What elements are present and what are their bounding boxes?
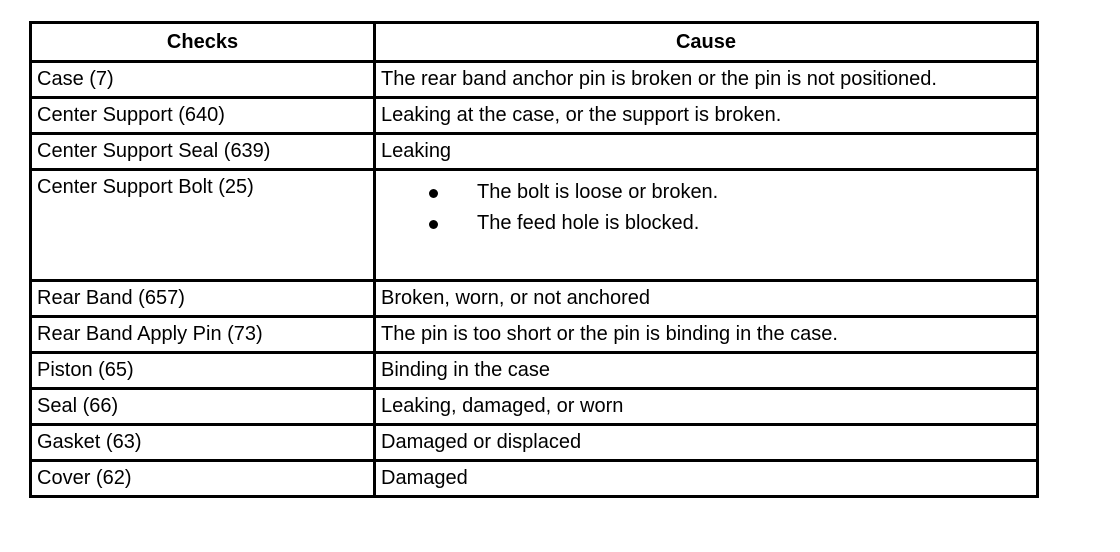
cause-cell: Leaking at the case, or the support is broken. [375, 98, 1038, 134]
cause-bullet-list [381, 177, 1031, 239]
cause-cell: Broken, worn, or not anchored [375, 281, 1038, 317]
cause-cell: Leaking [375, 134, 1038, 170]
cause-bullet-item: The feed hole is blocked. [477, 208, 1031, 239]
table-row [31, 461, 1038, 497]
header-cause: Cause [375, 23, 1038, 62]
table-row [31, 134, 1038, 170]
cause-cell: Damaged or displaced [375, 425, 1038, 461]
cause-bullet-item: The bolt is loose or broken. [477, 177, 1031, 208]
cause-cell: The pin is too short or the pin is binding in the case. [375, 317, 1038, 353]
check-cell: Rear Band Apply Pin (73) [31, 317, 375, 353]
table-row [31, 62, 1038, 98]
table-row [31, 425, 1038, 461]
cause-cell: The rear band anchor pin is broken or the pin is not positioned. [375, 62, 1038, 98]
table-row [31, 170, 1038, 281]
table-row [31, 281, 1038, 317]
table-header-row [31, 23, 1038, 62]
check-cell: Center Support Seal (639) [31, 134, 375, 170]
check-cell: Cover (62) [31, 461, 375, 497]
table-row [31, 353, 1038, 389]
cause-cell: Damaged [375, 461, 1038, 497]
check-cell: Center Support Bolt (25) [31, 170, 375, 281]
table-row [31, 317, 1038, 353]
cause-cell: Leaking, damaged, or worn [375, 389, 1038, 425]
check-cell: Case (7) [31, 62, 375, 98]
cause-cell: Binding in the case [375, 353, 1038, 389]
check-cell: Rear Band (657) [31, 281, 375, 317]
cause-cell [375, 170, 1038, 281]
header-checks: Checks [31, 23, 375, 62]
table-row [31, 389, 1038, 425]
table-row [31, 98, 1038, 134]
check-cell: Seal (66) [31, 389, 375, 425]
check-cell: Piston (65) [31, 353, 375, 389]
check-cell: Gasket (63) [31, 425, 375, 461]
checks-cause-table [29, 21, 1039, 498]
check-cell: Center Support (640) [31, 98, 375, 134]
